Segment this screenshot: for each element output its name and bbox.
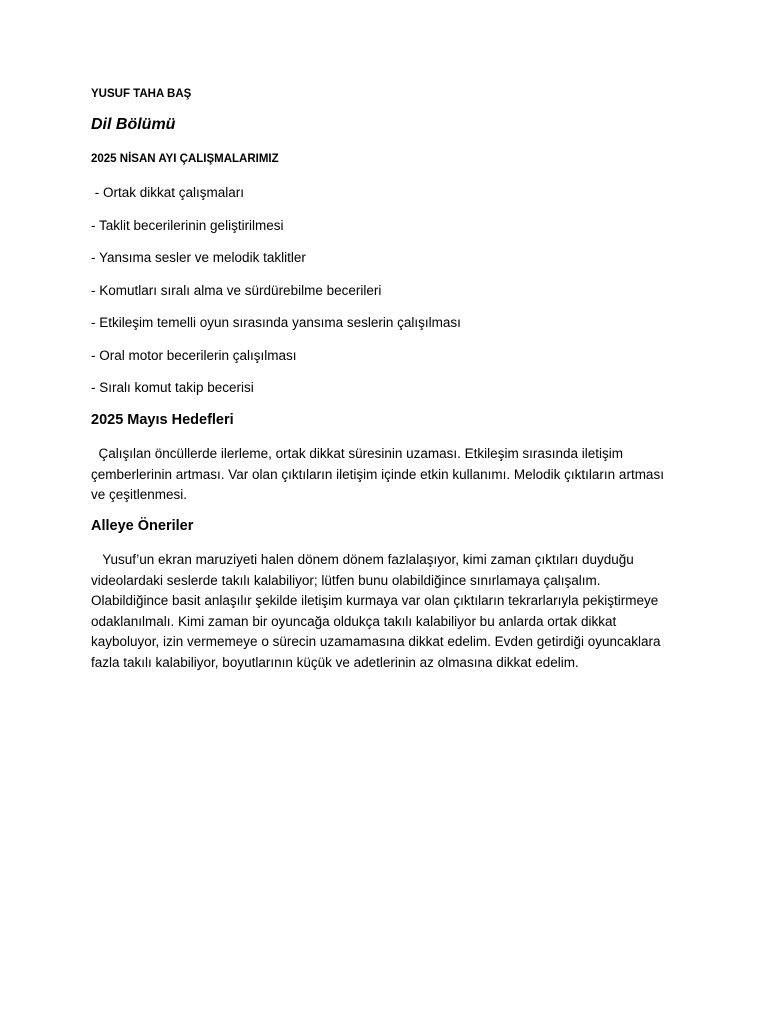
april-list-item: - Oral motor becerilerin çalışılması (91, 348, 297, 363)
department-title: Dil Bölümü (91, 116, 176, 133)
family-suggestions-paragraph: Yusuf’un ekran maruziyeti halen dönem dönem fazlalaşıyor, kimi zaman çıktıları duyduğu videolardaki seslerde takılı kalabiliyor; lütfen bunu olabildiğince sınırlamaya çalışalım. Olabildiğince basit anlaşılır şekilde iletişim kurmaya var olan çıktıların tekrarlarıyla pekiştirmeye odaklanılmalı. Kimi zaman bir oyuncağa oldukça takılı kalabiliyor bu anlarda ortak dikkat kayboluyor, izin vermemeye o sürecin uzamamasına dikkat edelim. Evden getirdiği oyuncaklara fazla takılı kalabiliyor, boyutlarının küçük ve adetlerinin az olmasına dikkat edelim. (91, 552, 665, 670)
april-list-item: - Komutları sıralı alma ve sürdürebilme becerileri (91, 283, 382, 298)
april-list-item: - Etkileşim temelli oyun sırasında yansıma seslerin çalışılması (91, 315, 461, 330)
may-goals-paragraph: Çalışılan öncüllerde ilerleme, ortak dikkat süresinin uzaması. Etkileşim sırasında iletişim çemberlerinin artması. Var olan çıktıların iletişim içinde etkin kullanımı. Melodik çıktıların artması ve çeşitlenmesi. (91, 446, 668, 503)
may-goals-heading: 2025 Mayıs Hedefleri (91, 412, 234, 428)
april-list-item: - Yansıma sesler ve melodik taklitler (91, 250, 306, 265)
family-suggestions-heading: Alleye Öneriler (91, 518, 194, 534)
april-list-item: - Taklit becerilerinin geliştirilmesi (91, 218, 284, 233)
april-list-item: - Sıralı komut takip becerisi (91, 380, 254, 395)
april-section-title: 2025 NİSAN AYI ÇALIŞMALARIMIZ (91, 153, 279, 165)
april-list-item: - Ortak dikkat çalışmaları (91, 185, 245, 200)
author-name: YUSUF TAHA BAŞ (91, 88, 192, 100)
